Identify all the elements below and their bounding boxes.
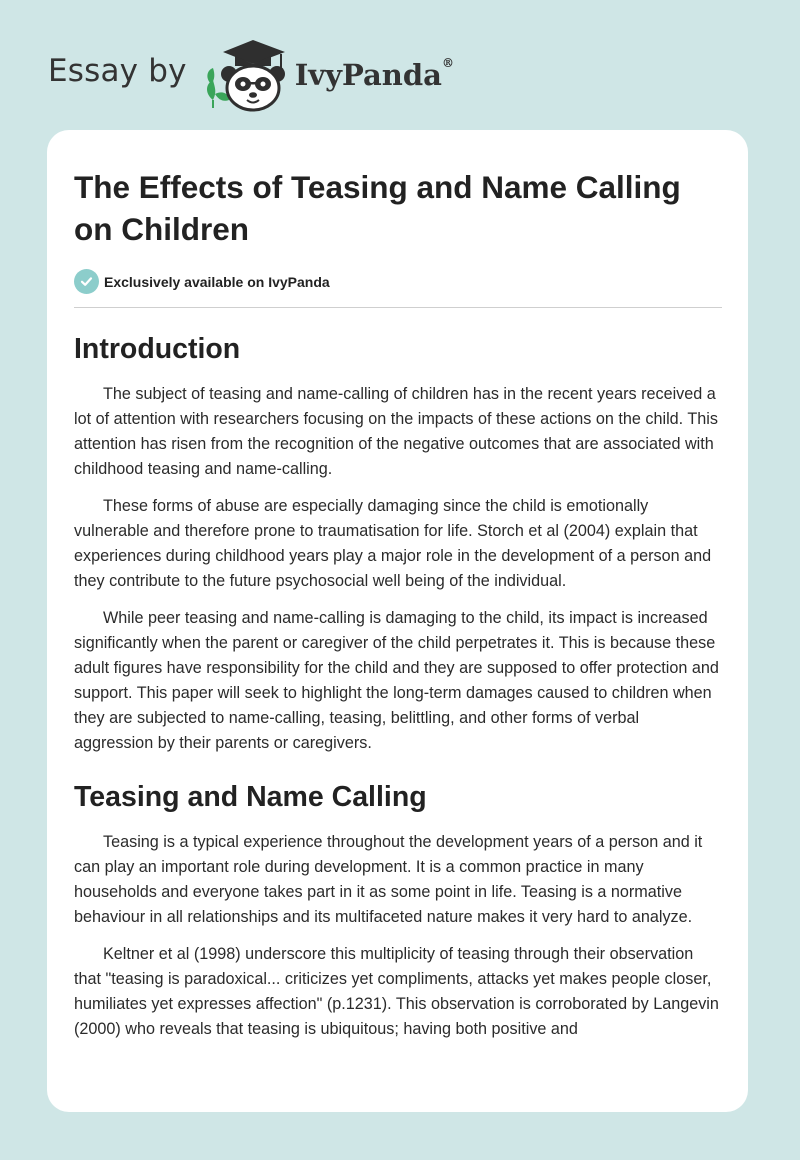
exclusive-badge-label: Exclusively available on IvyPanda — [104, 273, 330, 290]
brand-prefix: Essay by — [48, 53, 187, 89]
exclusive-badge — [74, 269, 722, 308]
paragraph: The subject of teasing and name-calling of children has in the recent years received a lot of attention with researchers focusing on the impacts of these actions on the child. This attention has risen from the recognition of the negative outcomes that are associated with childhood teasing and name-calling. — [74, 385, 718, 478]
site-header — [48, 34, 454, 114]
brand-name-text: IvyPanda — [294, 58, 442, 92]
check-icon — [74, 269, 99, 294]
essay-card — [47, 130, 748, 1112]
registered-mark: ® — [441, 56, 454, 70]
brand-name[interactable] — [295, 58, 454, 92]
section-heading: Introduction — [74, 333, 241, 365]
page-title: The Effects of Teasing and Name Calling on Children — [74, 169, 681, 247]
panda-graduate-icon[interactable] — [201, 34, 293, 114]
paragraph: Keltner et al (1998) underscore this multiplicity of teasing through their observation that "teasing is paradoxical... criticizes yet compliments, attacks yet makes people closer, humiliates yet expresses affection" (p.1231). This observation is corroborated by Langevin (2000) who reveals that teasing is ubiquitous; having both positive and — [74, 945, 719, 1038]
section-introduction — [74, 332, 722, 756]
section-heading: Teasing and Name Calling — [74, 781, 427, 813]
paragraph: While peer teasing and name-calling is damaging to the child, its impact is increased significantly when the parent or caregiver of the child perpetrates it. This is because these adult figures have responsibility for the child and they are supposed to offer protection and support. This paper will seek to highlight the long-term damages caused to children when they are subjected to name-calling, teasing, belittling, and other forms of verbal aggression by their parents or caregivers. — [74, 609, 719, 752]
paragraph: These forms of abuse are especially damaging since the child is emotionally vulnerable and therefore prone to traumatisation for life. Storch et al (2004) explain that experiences during childhood years play a major role in the development of a person and they contribute to the future psychosocial well being of the individual. — [74, 497, 712, 590]
section-teasing-and-name-calling — [74, 780, 722, 1042]
paragraph: Teasing is a typical experience throughout the development years of a person and it can play an important role during development. It is a common practice in many households and everyone takes part in it as some point in life. Teasing is a normative behaviour in all relationships and its multifaceted nature makes it very hard to analyze. — [74, 833, 703, 926]
